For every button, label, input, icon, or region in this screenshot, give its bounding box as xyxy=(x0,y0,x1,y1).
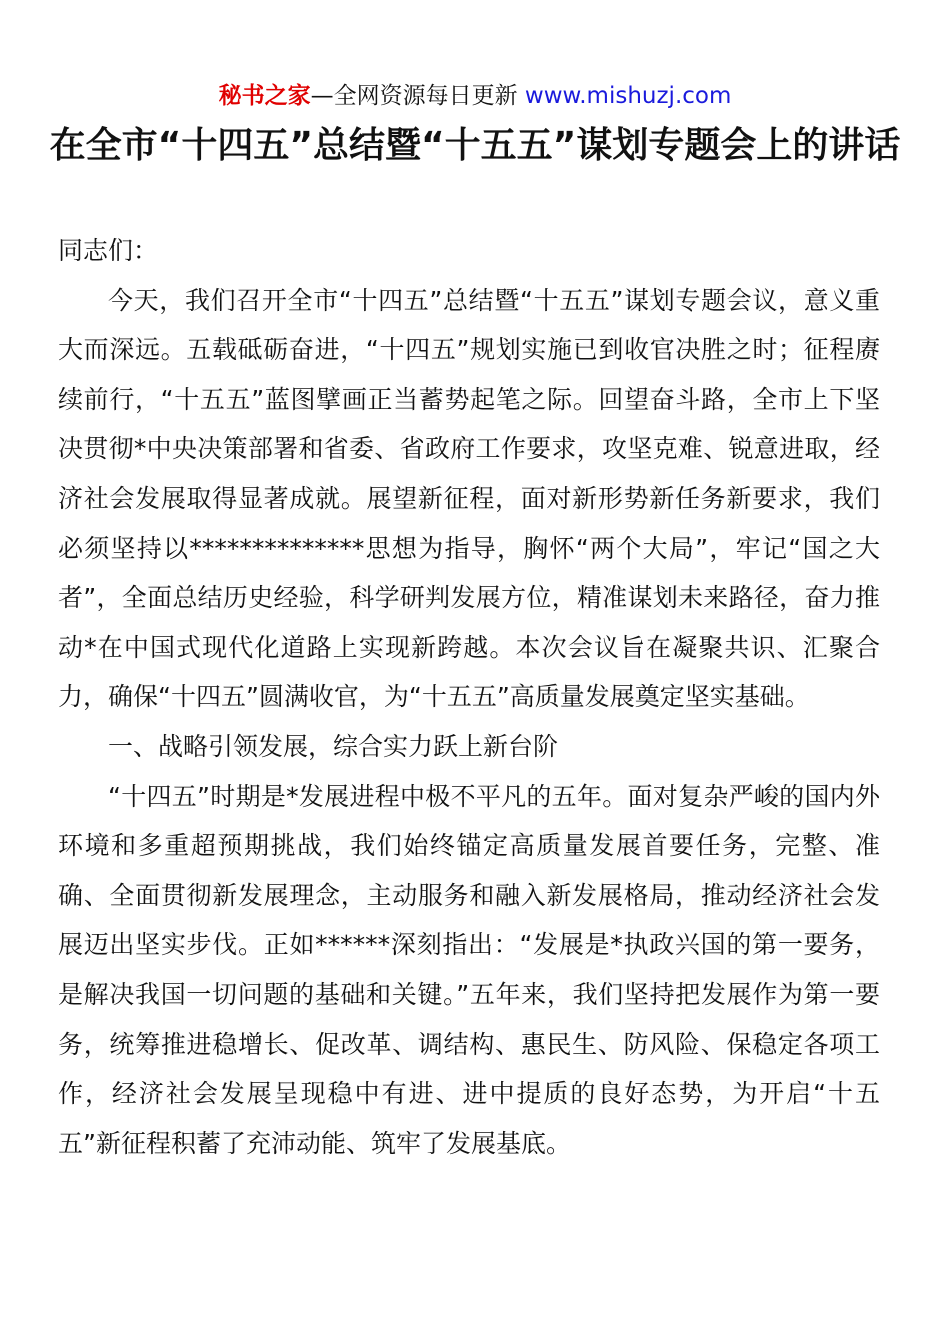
section-paragraph: “十四五”时期是*发展进程中极不平凡的五年。面对复杂严峻的国内外环境和多重超预期挑战，我们始终锚定高质量发展首要任务，完整、准确、全面贯彻新发展理念，主动服务和融入新发展格局，推动经济社会发展迈出坚实步伐。正如******深刻指出：“发展是*执政兴国的第一要务，是解决我国一切问题的基础和关键。”五年来，我们坚持把发展作为第一要务，统筹推进稳增长、促改革、调结构、惠民生、防风险、保稳定各项工作，经济社会发展呈现稳中有进、进中提质的良好态势，为开启“十五五”新征程积蓄了充沛动能、筑牢了发展基底。 xyxy=(58,781,880,1158)
salutation: 同志们： xyxy=(58,236,159,265)
site-header xyxy=(0,80,950,112)
site-url-link[interactable]: www.mishuzj.com xyxy=(524,83,732,109)
brand-name: 秘书之家 xyxy=(218,83,311,109)
intro-paragraph: 今天，我们召开全市“十四五”总结暨“十五五”谋划专题会议，意义重大而深远。五载砥砺奋进，“十四五”规划实施已到收官决胜之时；征程赓续前行，“十五五”蓝图擘画正当蓄势起笔之际。回望奋斗路，全市上下坚决贯彻*中央决策部署和省委、省政府工作要求，攻坚克难、锐意进取，经济社会发展取得显著成就。展望新征程，面对新形势新任务新要求，我们必须坚持以**************思想为指导，胸怀“两个大局”，牢记“国之大者”，全面总结历史经验，科学研判发展方位，精准谋划未来路径，奋力推动*在中国式现代化道路上实现新跨越。本次会议旨在凝聚共识、汇聚合力，确保“十四五”圆满收官，为“十五五”高质量发展奠定坚实基础。 xyxy=(58,285,880,712)
document-body xyxy=(58,226,880,1168)
section-heading: 一、战略引领发展，综合实力跃上新台阶 xyxy=(108,731,559,761)
header-tagline: —全网资源每日更新 xyxy=(310,83,525,109)
document-title: 在全市“十四五”总结暨“十五五”谋划专题会上的讲话 xyxy=(49,125,901,166)
